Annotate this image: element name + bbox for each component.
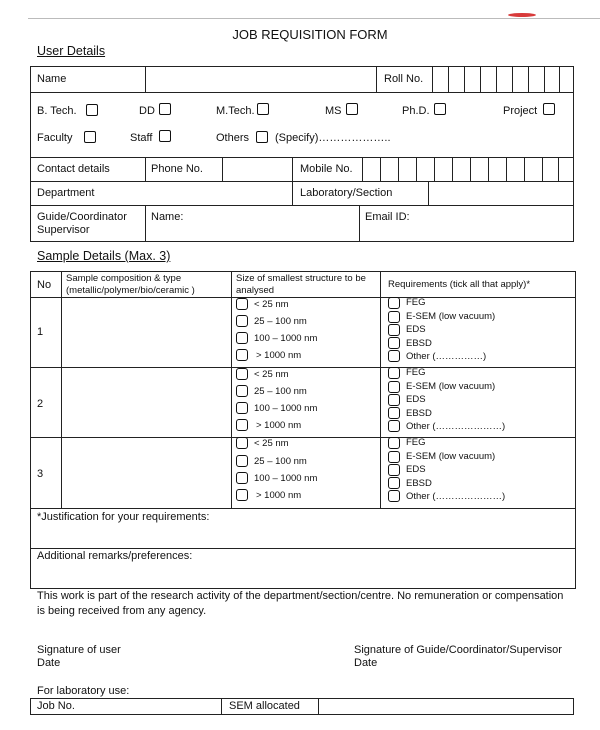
faculty-label: Faculty: [37, 132, 73, 144]
guide-signature-label: Signature of Guide/Coordinator/Supervisor: [354, 644, 562, 656]
size-checkbox[interactable]: [236, 489, 248, 501]
req-option: E-SEM (low vacuum): [406, 451, 496, 462]
justification-input[interactable]: [31, 524, 574, 547]
email-label: Email ID:: [365, 211, 410, 223]
col-size-sub: analysed: [236, 285, 275, 296]
col-composition-sub: (metallic/polymer/bio/ceramic ): [66, 285, 195, 296]
req-checkbox[interactable]: [388, 407, 400, 419]
size-checkbox[interactable]: [236, 472, 248, 484]
req-option: Other (…………………): [406, 491, 506, 502]
user-signature-label: Signature of user: [37, 644, 121, 656]
req-checkbox[interactable]: [388, 311, 400, 323]
req-option: FEG: [406, 437, 426, 448]
req-option: Other (…………………): [406, 421, 506, 432]
row-number: 2: [37, 398, 44, 410]
size-option: 25 – 100 nm: [254, 386, 307, 397]
composition-input[interactable]: [62, 438, 230, 507]
staff-label: Staff: [130, 132, 153, 144]
col-requirements: Requirements (tick all that apply)*: [388, 279, 531, 290]
guide-label: Guide/Coordinator: [37, 211, 127, 223]
guide-date-label: Date: [354, 657, 378, 669]
req-option: E-SEM (low vacuum): [406, 381, 496, 392]
req-checkbox[interactable]: [388, 350, 400, 362]
req-checkbox[interactable]: [388, 477, 400, 489]
req-option: EDS: [406, 394, 426, 405]
req-checkbox[interactable]: [388, 337, 400, 349]
mobile-label: Mobile No.: [300, 163, 353, 175]
size-checkbox[interactable]: [236, 419, 248, 431]
sem-allocated-label: SEM allocated: [229, 700, 300, 712]
composition-input[interactable]: [62, 298, 230, 366]
department-label: Department: [37, 187, 95, 199]
size-checkbox[interactable]: [236, 332, 248, 344]
program-ms: MS: [325, 105, 342, 117]
col-composition: Sample composition & type: [66, 273, 182, 284]
req-checkbox[interactable]: [388, 437, 400, 449]
size-option: 100 – 1000 nm: [254, 403, 318, 414]
logo-mark: [508, 13, 536, 17]
phone-input[interactable]: [223, 158, 291, 180]
lab-use-heading: For laboratory use:: [37, 685, 130, 697]
req-option: EBSD: [406, 478, 432, 489]
page-title: JOB REQUISITION FORM: [232, 27, 388, 42]
size-checkbox[interactable]: [236, 315, 248, 327]
col-size: Size of smallest structure to be: [236, 273, 366, 284]
remarks-input[interactable]: [31, 564, 574, 587]
name-input[interactable]: [147, 68, 374, 91]
job-no-label: Job No.: [37, 700, 75, 712]
phone-label: Phone No.: [151, 163, 203, 175]
size-checkbox[interactable]: [236, 402, 248, 414]
user-date-label: Date: [37, 657, 61, 669]
size-option: 25 – 100 nm: [254, 316, 307, 327]
col-no: No: [37, 279, 52, 291]
size-checkbox[interactable]: [236, 349, 248, 361]
lab-label: Laboratory/Section: [300, 187, 393, 199]
guide-name-label: Name:: [151, 211, 184, 223]
phd-checkbox[interactable]: [434, 103, 446, 115]
req-option: E-SEM (low vacuum): [406, 311, 496, 322]
program-project: Project: [503, 105, 538, 117]
sample-details-heading: Sample Details (Max. 3): [37, 249, 171, 263]
req-checkbox[interactable]: [388, 381, 400, 393]
program-dd: DD: [139, 105, 155, 117]
size-option: < 25 nm: [254, 438, 289, 449]
program-phd: Ph.D.: [402, 105, 430, 117]
req-option: EDS: [406, 464, 426, 475]
contact-label: Contact details: [37, 163, 110, 175]
page-top-edge: [28, 18, 600, 19]
row-number: 1: [37, 326, 44, 338]
department-input[interactable]: [146, 182, 291, 204]
req-checkbox[interactable]: [388, 367, 400, 379]
justification-label: *Justification for your requirements:: [37, 511, 210, 523]
size-option: 100 – 1000 nm: [254, 473, 318, 484]
user-details-heading: User Details: [37, 44, 106, 58]
faculty-checkbox[interactable]: [84, 131, 96, 143]
size-checkbox[interactable]: [236, 437, 248, 449]
req-checkbox[interactable]: [388, 297, 400, 309]
size-option: 100 – 1000 nm: [254, 333, 318, 344]
name-label: Name: [37, 73, 67, 85]
req-checkbox[interactable]: [388, 490, 400, 502]
req-option: FEG: [406, 297, 426, 308]
req-checkbox[interactable]: [388, 324, 400, 336]
size-checkbox[interactable]: [236, 455, 248, 467]
lab-input[interactable]: [430, 182, 572, 204]
size-option: > 1000 nm: [256, 420, 302, 431]
program-btech: B. Tech.: [37, 105, 77, 117]
req-checkbox[interactable]: [388, 420, 400, 432]
row-number: 3: [37, 468, 44, 480]
size-option: > 1000 nm: [256, 490, 302, 501]
ms-checkbox[interactable]: [346, 103, 358, 115]
staff-checkbox[interactable]: [159, 130, 171, 142]
size-checkbox[interactable]: [236, 298, 248, 310]
req-option: EDS: [406, 324, 426, 335]
req-option: FEG: [406, 367, 426, 378]
btech-checkbox[interactable]: [86, 104, 98, 116]
program-mtech: M.Tech.: [216, 105, 255, 117]
declaration-line-2: is being received from any agency.: [37, 605, 207, 617]
req-option: Other (……………): [406, 351, 487, 362]
size-option: 25 – 100 nm: [254, 456, 307, 467]
remarks-label: Additional remarks/preferences:: [37, 550, 193, 562]
req-checkbox[interactable]: [388, 394, 400, 406]
req-checkbox[interactable]: [388, 451, 400, 463]
others-checkbox[interactable]: [256, 131, 268, 143]
size-option: > 1000 nm: [256, 350, 302, 361]
req-option: EBSD: [406, 408, 432, 419]
size-option: < 25 nm: [254, 299, 289, 310]
specify-label: (Specify)………………..: [275, 132, 391, 144]
supervisor-label: Supervisor: [37, 224, 90, 236]
dd-checkbox[interactable]: [159, 103, 171, 115]
size-option: < 25 nm: [254, 369, 289, 380]
roll-no-label: Roll No.: [384, 73, 424, 85]
req-option: EBSD: [406, 338, 432, 349]
mtech-checkbox[interactable]: [257, 103, 269, 115]
declaration-line-1: This work is part of the research activity of the department/section/centre. No remuneration or compensation: [37, 590, 564, 602]
project-checkbox[interactable]: [543, 103, 555, 115]
composition-input[interactable]: [62, 368, 230, 436]
req-checkbox[interactable]: [388, 464, 400, 476]
others-label: Others: [216, 132, 250, 144]
size-checkbox[interactable]: [236, 385, 248, 397]
size-checkbox[interactable]: [236, 368, 248, 380]
